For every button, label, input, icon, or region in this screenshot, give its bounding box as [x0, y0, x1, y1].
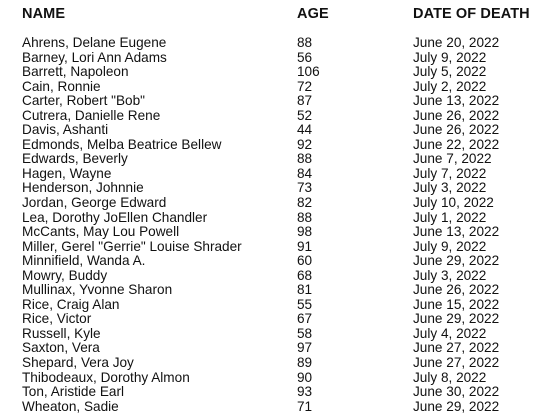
row-age: 67 — [297, 311, 313, 327]
row-date-of-death: June 15, 2022 — [413, 296, 500, 312]
row-age: 88 — [297, 35, 313, 50]
row-name: Barrett, Napoleon — [22, 64, 129, 80]
row-age: 91 — [297, 238, 313, 254]
row-age: 88 — [297, 209, 313, 225]
table-row — [0, 327, 539, 342]
row-date-of-death: June 20, 2022 — [413, 35, 500, 50]
row-date-of-death: July 4, 2022 — [413, 325, 487, 341]
row-age: 71 — [297, 398, 313, 414]
row-date-of-death: June 30, 2022 — [413, 384, 500, 400]
row-age: 81 — [297, 282, 313, 298]
row-name: Hagen, Wayne — [22, 165, 112, 181]
row-date-of-death: July 3, 2022 — [413, 267, 487, 283]
row-age: 89 — [297, 355, 313, 371]
row-date-of-death: June 29, 2022 — [413, 398, 500, 414]
table-row — [0, 283, 539, 298]
row-age: 60 — [297, 253, 313, 269]
row-age: 88 — [297, 151, 313, 167]
row-age: 55 — [297, 296, 313, 312]
table-row — [0, 94, 539, 109]
table-row — [0, 312, 539, 327]
row-age: 58 — [297, 325, 313, 341]
table-row — [0, 51, 539, 66]
table-row — [0, 123, 539, 138]
row-date-of-death: June 27, 2022 — [413, 355, 500, 371]
row-name: Minnifield, Wanda A. — [22, 253, 146, 269]
row-age: 93 — [297, 384, 313, 400]
table-row — [0, 138, 539, 153]
row-date-of-death: June 29, 2022 — [413, 311, 500, 327]
row-age: 84 — [297, 165, 313, 181]
row-date-of-death: June 26, 2022 — [413, 107, 500, 123]
table-row — [0, 80, 539, 95]
table-row — [0, 225, 539, 240]
row-name: Saxton, Vera — [22, 340, 100, 356]
row-date-of-death: July 9, 2022 — [413, 238, 487, 254]
row-name: Russell, Kyle — [22, 325, 101, 341]
table-row — [0, 36, 539, 51]
row-name: Henderson, Johnnie — [22, 180, 144, 196]
table-body — [0, 36, 539, 414]
table-row — [0, 400, 539, 415]
row-name: Lea, Dorothy JoEllen Chandler — [22, 209, 208, 225]
row-date-of-death: July 1, 2022 — [413, 209, 487, 225]
table-row — [0, 109, 539, 124]
row-date-of-death: June 26, 2022 — [413, 122, 500, 138]
table-row — [0, 385, 539, 400]
row-name: Thibodeaux, Dorothy Almon — [22, 369, 190, 385]
table-row — [0, 254, 539, 269]
row-age: 52 — [297, 107, 313, 123]
row-date-of-death: June 27, 2022 — [413, 340, 500, 356]
row-name: Mowry, Buddy — [22, 267, 108, 283]
row-age: 44 — [297, 122, 313, 138]
table-row — [0, 181, 539, 196]
row-date-of-death: July 9, 2022 — [413, 49, 487, 65]
row-date-of-death: June 13, 2022 — [413, 224, 500, 240]
row-age: 73 — [297, 180, 313, 196]
table-row — [0, 356, 539, 371]
row-date-of-death: July 10, 2022 — [413, 195, 494, 211]
row-date-of-death: June 22, 2022 — [413, 136, 500, 152]
row-date-of-death: June 29, 2022 — [413, 253, 500, 269]
row-age: 82 — [297, 195, 313, 211]
row-name: Carter, Robert "Bob" — [22, 93, 145, 109]
row-age: 72 — [297, 78, 313, 94]
row-name: Shepard, Vera Joy — [22, 355, 134, 371]
row-age: 87 — [297, 93, 313, 109]
row-date-of-death: July 5, 2022 — [413, 64, 487, 80]
row-name: Rice, Victor — [22, 311, 92, 327]
row-age: 98 — [297, 224, 313, 240]
row-date-of-death: June 13, 2022 — [413, 93, 500, 109]
row-age: 97 — [297, 340, 313, 356]
table-row — [0, 152, 539, 167]
table-header — [0, 6, 539, 26]
table-row — [0, 211, 539, 226]
row-date-of-death: July 2, 2022 — [413, 78, 487, 94]
row-name: Barney, Lori Ann Adams — [22, 49, 167, 65]
row-name: Ton, Aristide Earl — [22, 384, 124, 400]
row-name: Cutrera, Danielle Rene — [22, 107, 161, 123]
row-name: Mullinax, Yvonne Sharon — [22, 282, 173, 298]
header-age: AGE — [297, 6, 329, 22]
row-date-of-death: June 7, 2022 — [413, 151, 492, 167]
row-name: Cain, Ronnie — [22, 78, 101, 94]
row-name: McCants, May Lou Powell — [22, 224, 180, 240]
row-name: Wheaton, Sadie — [22, 398, 119, 414]
row-name: Miller, Gerel "Gerrie" Louise Shrader — [22, 238, 242, 254]
header-name: NAME — [22, 6, 66, 22]
table-row — [0, 65, 539, 80]
table-row — [0, 371, 539, 386]
table-row — [0, 298, 539, 313]
row-name: Jordan, George Edward — [22, 195, 167, 211]
row-name: Edwards, Beverly — [22, 151, 128, 167]
header-date-of-death: DATE OF DEATH — [413, 6, 530, 22]
table-row — [0, 341, 539, 356]
row-name: Ahrens, Delane Eugene — [22, 35, 167, 50]
row-name: Rice, Craig Alan — [22, 296, 120, 312]
table-row — [0, 167, 539, 182]
row-age: 68 — [297, 267, 313, 283]
row-age: 90 — [297, 369, 313, 385]
row-date-of-death: June 26, 2022 — [413, 282, 500, 298]
table-row — [0, 240, 539, 255]
row-name: Davis, Ashanti — [22, 122, 109, 138]
row-date-of-death: July 3, 2022 — [413, 180, 487, 196]
table-row — [0, 269, 539, 284]
table-row — [0, 196, 539, 211]
row-age: 106 — [297, 64, 320, 80]
row-date-of-death: July 7, 2022 — [413, 165, 487, 181]
row-date-of-death: July 8, 2022 — [413, 369, 487, 385]
row-age: 92 — [297, 136, 313, 152]
row-name: Edmonds, Melba Beatrice Bellew — [22, 136, 222, 152]
row-age: 56 — [297, 49, 313, 65]
